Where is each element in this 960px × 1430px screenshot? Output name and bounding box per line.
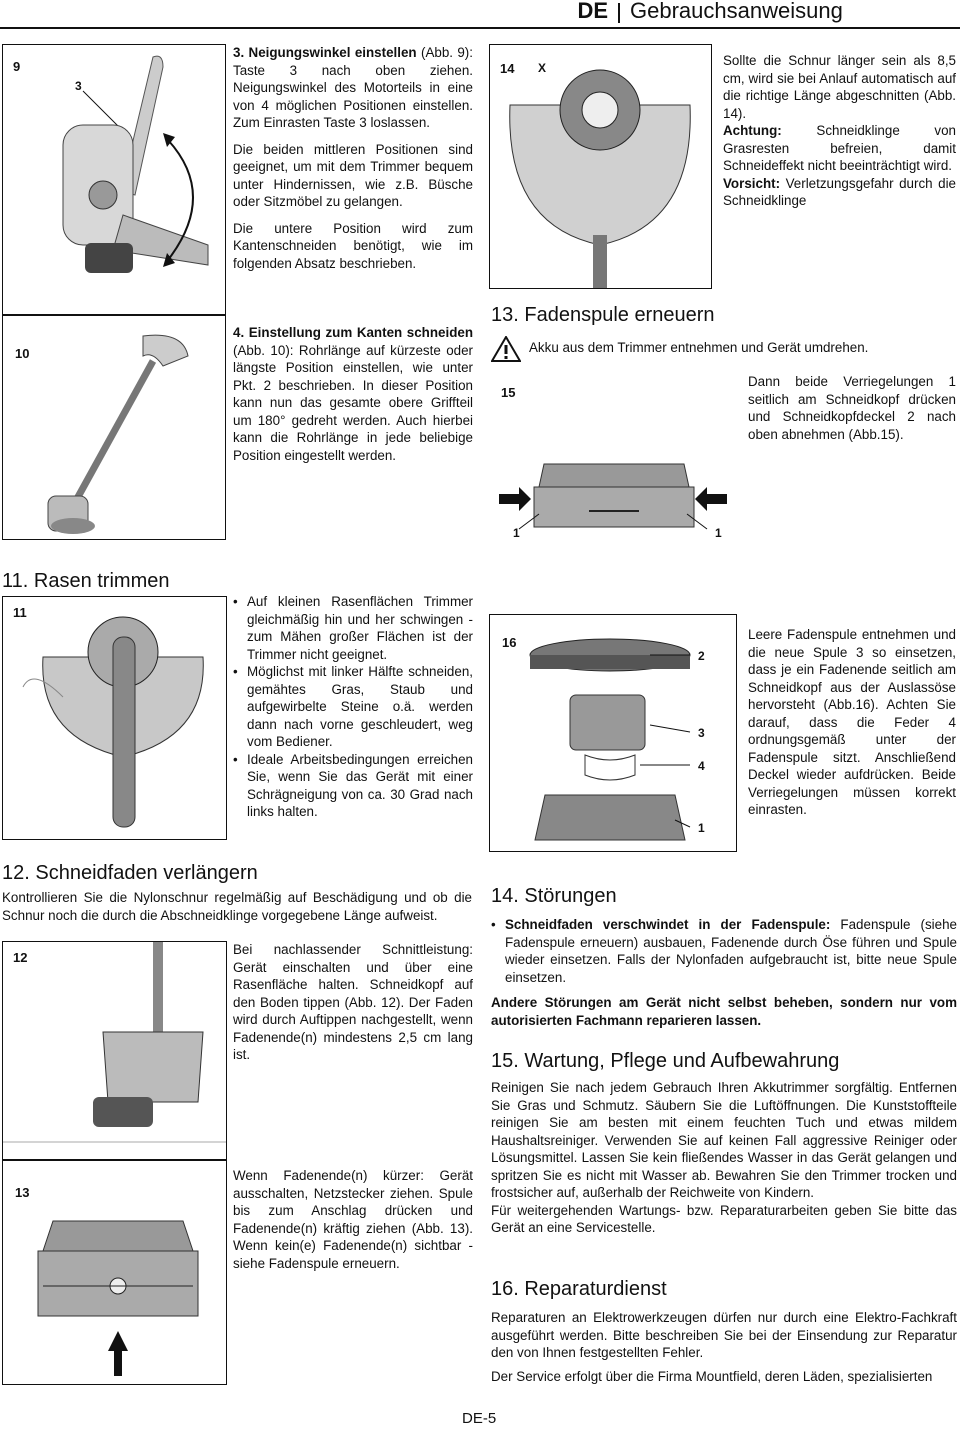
figure-number: 15 xyxy=(501,385,516,400)
figure-16 xyxy=(489,614,737,852)
paragraph: Sollte die Schnur länger sein als 8,5 cm, wird sie bei Anlauf automatisch auf die richtige Länge abgeschnitten (Abb. 14). xyxy=(723,53,956,121)
figure-12 xyxy=(2,941,227,1160)
cutting-head-illustration xyxy=(490,45,711,288)
repair-text xyxy=(491,1309,957,1385)
spool-insert-text: Leere Fadenspule entnehmen und die neue Spule 3 so einsetzen, dass je ein Fadenende seitlich am Schneidkopf aus der Auslassöse hervorsteht (Abb.16). Achten Sie darauf, dass die Feder 4 ordnungsgemäß unter der Fadenspule sitzt. Anschließend Deckel wieder aufdrücken. Beide Verriegelungen müssen korrekt einrasten. xyxy=(748,627,956,817)
spool-removal-text: Dann beide Verriegelungen 1 seitlich am Schneidkopf drücken und Schneidkopfdeckel 2 nach oben abnehmen (Abb.15). xyxy=(748,374,956,442)
paragraph: Reinigen Sie nach jedem Gebrauch Ihren Akkutrimmer sorgfältig. Entfernen Sie Gras und Schmutz. Säubern Sie die Luftöffnungen. Die Kunststoffteile reinigen Sie am besten mit einem feuchten Tuch und etwas mildem Haushaltsreiniger. Verwenden Sie auf keinen Fall aggressive Reiniger oder Lösungsmittel. Lassen Sie kein fließendes Wasser in das Gerät gelangen und spritzen Sie es nicht mit Wasser ab. Bewahren Sie den Trimmer trocken und frostsicher auf, außerhalb der Reichweite von Kindern. xyxy=(491,1080,957,1200)
section-heading: 14. Störungen xyxy=(491,885,617,907)
paragraph: Die untere Position wird zum Kantenschneiden benötigt, wie im folgenden Absatz beschrieben. xyxy=(233,220,473,271)
bullet-item: • Auf kleinen Rasenflächen Trimmer gleichmäßig hin und her schwingen - zum Mähen großer Flächen ist der Trimmer nicht geeignet. xyxy=(233,593,473,663)
section-heading: 13. Fadenspule erneuern xyxy=(491,304,715,326)
issue-label: Schneidfaden verschwindet in der Fadenspule: xyxy=(505,917,831,932)
callout-label: 1 xyxy=(513,526,520,540)
figure-number: 16 xyxy=(502,635,517,650)
paragraph: Reparaturen an Elektrowerkzeugen dürfen nur durch eine Elektro-Fachkraft ausgeführt werden. Bitte beschreiben Sie bei der Einsendung zur Reparatur den von Ihnen festgestellten Fehler. xyxy=(491,1310,957,1360)
paragraph: Für weitergehenden Wartungs- bzw. Reparaturarbeiten geben Sie bitte das Gerät an eine Servicestelle. xyxy=(491,1202,957,1235)
header-lang: DE xyxy=(577,0,608,23)
grass-trimming-illustration xyxy=(3,597,226,839)
callout-label: X xyxy=(538,61,547,75)
maintenance-text xyxy=(491,1079,957,1237)
tap-feed-text: Bei nachlassender Schnittleistung: Gerät einschalten und über eine Rasenfläche halten. Schneidkopf auf den Boden tippen (Abb. 12). Der Faden wird durch Auftippen nachgestellt, wenn Fadenende(n) mindestens 2,5 cm lang ist. xyxy=(233,942,473,1062)
paragraph: Die beiden mittleren Positionen sind geeignet, um mit dem Trimmer bequem unter Hindernissen, wie z.B. Büsche oder Sitzmöbel zu gelangen. xyxy=(233,141,473,209)
figure-13 xyxy=(2,1160,227,1385)
step-heading: 4. Einstellung zum Kanten schneiden xyxy=(233,325,473,340)
manual-feed-text: Wenn Fadenende(n) kürzer: Gerät ausschalten, Netzstecker ziehen. Spule bis zum Anschlag drücken und Fadenende(n) kräftig ziehen (Abb. 13). Wenn kein(e) Fadenende(n) sichtbar - siehe Fadenspule erneuern. xyxy=(233,1168,473,1271)
step-4-text xyxy=(233,324,473,464)
bullet-item: • Möglichst mit linker Hälfte schneiden, gemähtes Gras, Staub und aufgewirbelte Steine o.ä. werden dann nach vorne geschleudert, weg vom Bediener. xyxy=(233,663,473,751)
figure-10 xyxy=(2,315,226,540)
warning-text: Akku aus dem Trimmer entnehmen und Gerät umdrehen. xyxy=(529,340,869,355)
section-heading: 16. Reparaturdienst xyxy=(491,1278,667,1300)
figure-number: 14 xyxy=(500,61,515,76)
section-heading: 15. Wartung, Pflege und Aufbewahrung xyxy=(491,1050,840,1072)
trimmer-tilt-illustration xyxy=(3,45,225,314)
section-heading: 12. Schneidfaden verlängern xyxy=(2,862,258,884)
callout-label: 2 xyxy=(698,649,705,663)
paragraph: (Abb. 9): Taste 3 nach oben ziehen. Neigungswinkel des Motorteils in eine von 4 möglichen Positionen einstellen. Zum Einrasten Taste 3 loslassen. xyxy=(233,45,473,130)
paragraph: (Abb. 10): Rohrlänge auf kürzeste oder längste Position einstellen, wie unter Pkt. 2 beschrieben. In dieser Position kann nun das gesamte obere Griffteil um 180° gedreht werden. Auch hierbei kann die Rohrlänge in jede beliebige Position eingestellt werden. xyxy=(233,342,473,463)
callout-label: 3 xyxy=(698,726,705,740)
spool-housing-illustration xyxy=(489,369,737,544)
callout-label: 1 xyxy=(698,821,705,835)
trimmer-edging-illustration xyxy=(3,316,225,539)
paragraph: Fadenspule (siehe Fadenspule erneuern) ausbauen, Fadenende durch Öse führen und Spule wieder einsetzen. Falls der Nylonfaden aufgebraucht ist, bitte neue Spule einsetzen. xyxy=(505,917,957,985)
caution-label: Vorsicht: xyxy=(723,175,781,191)
page-header xyxy=(0,0,960,27)
header-title: Gebrauchsanweisung xyxy=(630,0,843,23)
figure-number: 10 xyxy=(15,346,30,361)
figure-9 xyxy=(2,44,226,315)
callout-label: 4 xyxy=(698,759,705,773)
callout-label: 1 xyxy=(715,526,722,540)
step-3-text xyxy=(233,44,473,272)
figure-number: 13 xyxy=(15,1185,30,1200)
lawn-trim-list xyxy=(233,593,473,821)
figure-15 xyxy=(489,369,737,544)
paragraph: Der Service erfolgt über die Firma Mountfield, deren Läden, spezialisierten xyxy=(491,1368,933,1384)
bullet-item: • Ideale Arbeitsbedingungen erreichen Sie, wenn Sie das Gerät mit einer Schrägneigung von ca. 30 Grad nach links halten. xyxy=(233,751,473,821)
manual-feed-illustration xyxy=(3,1161,226,1384)
line-check-intro: Kontrollieren Sie die Nylonschnur regelmäßig auf Beschädigung und ob die Schnur noch die durch die Abschneidklinge vorgegebene Länge aufweist. xyxy=(2,890,472,923)
callout-label: 3 xyxy=(75,79,82,93)
figure-number: 11 xyxy=(13,605,27,620)
paragraph: Verletzungsgefahr durch die Schneidklinge xyxy=(723,175,956,208)
paragraph: Andere Störungen am Gerät nicht selbst beheben, sondern nur vom autorisierten Fachmann reparieren lassen. xyxy=(491,995,957,1028)
section-heading: 11. Rasen trimmen xyxy=(2,570,170,592)
figure-number: 9 xyxy=(13,59,21,74)
troubleshooting-text xyxy=(491,916,957,1029)
page-number: DE-5 xyxy=(462,1410,497,1427)
warning-icon xyxy=(491,336,521,362)
cord-length-text xyxy=(723,52,956,210)
header-separator xyxy=(618,3,620,23)
figure-number: 12 xyxy=(13,950,28,965)
figure-14 xyxy=(489,44,712,289)
warning-label: Achtung: xyxy=(723,123,782,138)
step-heading: 3. Neigungswinkel einstellen xyxy=(233,45,417,60)
figure-11 xyxy=(2,596,227,840)
bullet-item xyxy=(491,916,957,986)
tap-feed-illustration xyxy=(3,942,226,1159)
paragraph: Schneidklinge von Grasresten befreien, damit Schneideffekt nicht beeinträchtigt wird. xyxy=(723,123,956,173)
header-rule xyxy=(0,27,960,29)
